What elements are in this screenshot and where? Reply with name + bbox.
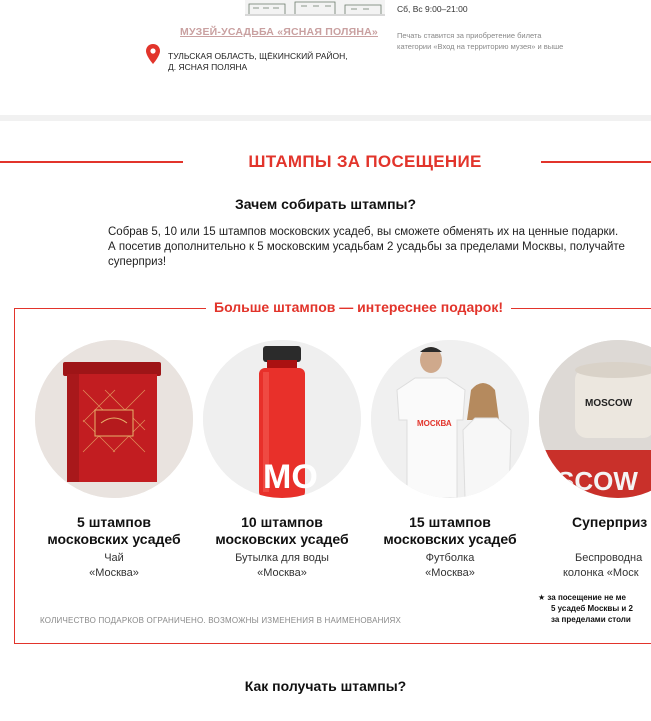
- museum-name-link[interactable]: МУЗЕЙ-УСАДЬБА «ЯСНАЯ ПОЛЯНА»: [180, 26, 378, 38]
- why-text: Собрав 5, 10 или 15 штампов московских усадеб, вы сможете обменять их на ценные подарки. А посетив дополнительно к 5 московским усадьбам 2 усадьбы за пределами Москвы, получайте суперприз!: [108, 226, 625, 268]
- speaker-print: MOSCOW: [585, 398, 633, 409]
- gift-desc-line: Бутылка для воды: [235, 552, 329, 564]
- gift-desc-line: колонка «Моск: [563, 567, 639, 579]
- section-divider: [0, 115, 651, 121]
- gift-image-tea: [35, 340, 193, 498]
- address-line: Д. ЯСНАЯ ПОЛЯНА: [168, 62, 248, 72]
- note-line: ★ за посещение не ме: [538, 593, 626, 602]
- gift-desc-15: [360, 551, 540, 581]
- section-title: ШТАМПЫ ЗА ПОСЕЩЕНИЕ: [248, 152, 482, 171]
- gifts-frame-label: Больше штампов — интереснее подарок!: [206, 299, 511, 315]
- note-line: 5 усадеб Москвы и 2: [551, 604, 633, 613]
- stamp-note: [397, 30, 617, 52]
- tshirt-models-illustration: [371, 340, 529, 498]
- museum-address: [168, 51, 348, 73]
- gift-image-tshirt: [371, 340, 529, 498]
- tshirt-print: МОСКВА: [417, 419, 452, 428]
- gift-image-bottle: [203, 340, 361, 498]
- gift-desc-10: [192, 551, 372, 581]
- museum-building-illustration: [245, 0, 385, 18]
- tea-tin-illustration: [35, 340, 193, 498]
- gift-desc-5: [24, 551, 204, 581]
- gift-title-line: 10 штампов: [241, 514, 323, 530]
- location-pin-icon: [146, 44, 160, 64]
- gift-desc-line: «Москва»: [425, 567, 475, 579]
- gift-title-superprize: [572, 514, 651, 531]
- gift-desc-line: Беспроводна: [575, 552, 643, 564]
- title-rule-left: [0, 161, 183, 163]
- gift-title-line: московских усадеб: [47, 531, 181, 547]
- bottle-print: MO: [263, 458, 318, 496]
- gift-title-line: 15 штампов: [409, 514, 491, 530]
- opening-hours: Сб, Вс 9:00–21:00: [397, 4, 468, 14]
- gift-title-5: [24, 514, 204, 548]
- gift-desc-line: «Москва»: [89, 567, 139, 579]
- how-heading: Как получать штампы?: [244, 678, 407, 694]
- gift-title-line: 5 штампов: [77, 514, 151, 530]
- gift-desc-superprize: [563, 551, 651, 581]
- gift-title-line: Суперприз: [572, 514, 648, 530]
- speaker-banner-print: SCOW: [557, 466, 638, 496]
- gift-desc-line: «Москва»: [257, 567, 307, 579]
- gift-title-line: московских усадеб: [215, 531, 349, 547]
- water-bottle-illustration: [203, 340, 361, 498]
- gift-title-15: [360, 514, 540, 548]
- gift-title-10: [192, 514, 372, 548]
- why-heading: Зачем собирать штампы?: [234, 196, 417, 212]
- gift-desc-line: Футболка: [425, 552, 475, 564]
- title-rule-right: [541, 161, 651, 163]
- note-line: категории «Вход на территорию музея» и выше: [397, 42, 564, 51]
- gift-title-line: московских усадеб: [383, 531, 517, 547]
- gift-desc-line: Чай: [104, 552, 124, 564]
- note-line: за пределами столи: [551, 615, 631, 624]
- gifts-footnote: КОЛИЧЕСТВО ПОДАРКОВ ОГРАНИЧЕНО. ВОЗМОЖНЫ ИЗМЕНЕНИЯ В НАИМЕНОВАНИЯХ: [40, 616, 402, 625]
- address-line: ТУЛЬСКАЯ ОБЛАСТЬ, ЩЁКИНСКИЙ РАЙОН,: [168, 51, 348, 61]
- note-line: Печать ставится за приобретение билета: [397, 31, 542, 40]
- superprize-condition-note: [538, 592, 651, 625]
